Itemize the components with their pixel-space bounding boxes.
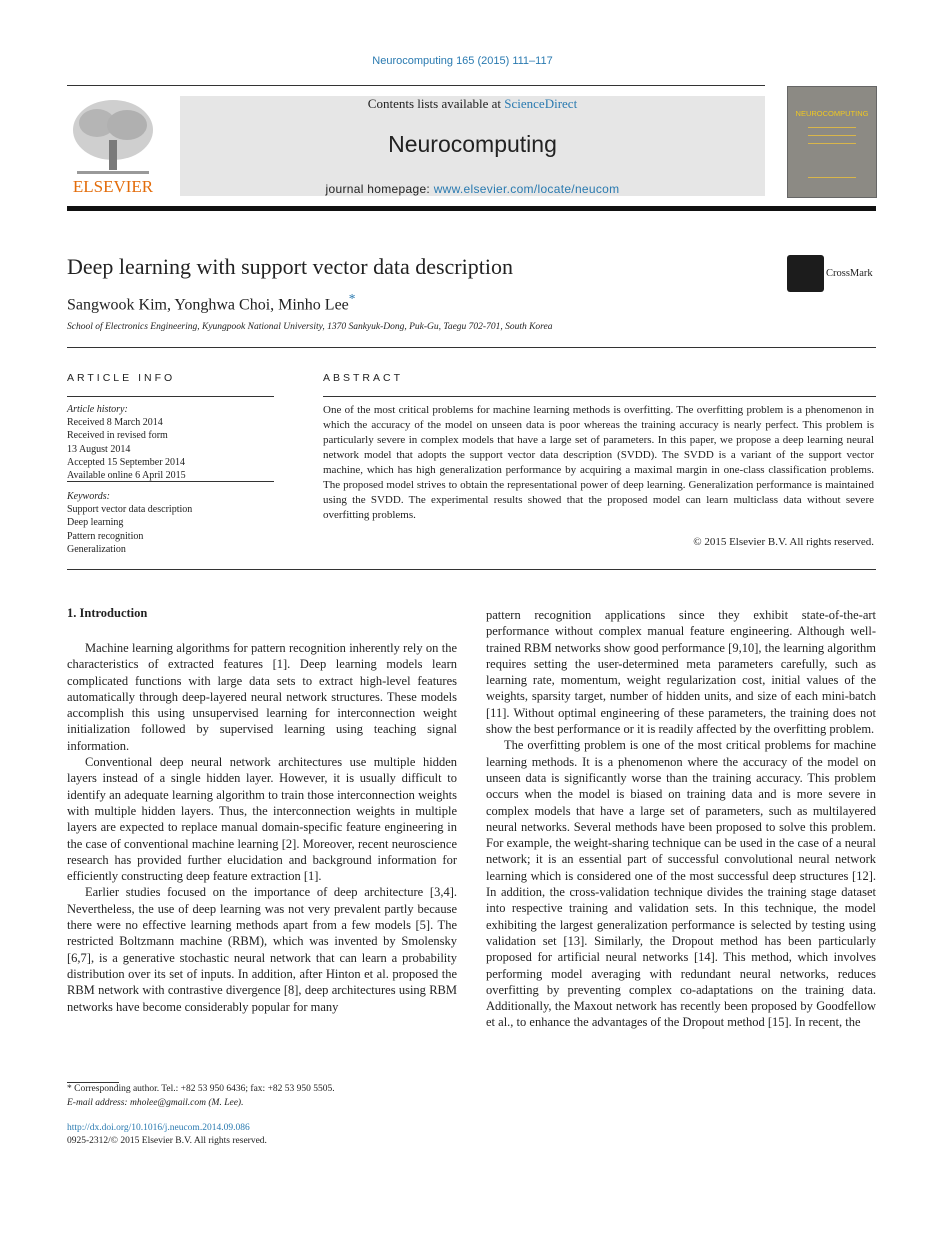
header-divider [67,206,876,211]
cover-line [808,177,856,178]
copyright: © 2015 Elsevier B.V. All rights reserved. [693,536,874,548]
article-info-heading: ARTICLE INFO [67,372,176,384]
abstract-heading: ABSTRACT [323,372,404,384]
history-item: 13 August 2014 [67,443,131,455]
paragraph: Conventional deep neural network architectures use multiple hidden layers instead of a single hidden layer. However, it is usually difficult to identify an adequate learning algorithm to train those interconnection weights with multiple hidden layers. Thus, the interconnection weights in multiple layers are expected to replace manual domain-specific feature engineering in the case of conventional machine learning [2]. Moreover, recent neuroscience research has provided further elucidation and background information for efficiently constructing deep feature extraction [1]. [67,755,457,884]
paragraph: pattern recognition applications since they exhibit state-of-the-art performance without complex manual feature engineering. Although well-trained RBM networks show good performance [9,10], the learning algorithm requires setting the user-determined meta parameters carefully, such as learning rate, momentum, weight regularization cost, initial values of the weights, sparsity target, number of hidden units, and size of each mini-batch [11]. Without optimal engineering of these parameters, the training does not show the best performance or it is readily affected by the overfitting problem. [486,608,876,737]
sciencedirect-link[interactable]: ScienceDirect [504,96,578,111]
history-label: Article history: [67,404,128,415]
authors-text: Sangwook Kim, Yonghwa Choi, Minho Lee [67,296,349,314]
history-item: Received in revised form [67,430,168,442]
contents-prefix: Contents lists available at [367,96,505,111]
footnote-divider [67,1082,119,1083]
cover-line [808,127,856,128]
paper-title: Deep learning with support vector data description [67,254,513,279]
history-item: Available online 6 April 2015 [67,470,186,482]
paragraph: Machine learning algorithms for pattern recognition inherently rely on the characteristics of extracted features [1]. Deep learning models learn complicated functions with large data sets to extract high-level features automatically through deep-layered neural network structures. These models accomplish this using unsupervised learning for interconnection weight initialization followed by supervised learning using teaching signal information. [67,641,457,753]
elsevier-logo [67,95,159,195]
keywords [67,490,274,556]
journal-reference[interactable]: Neurocomputing 165 (2015) 111–117 [372,55,553,67]
paragraph: The overfitting problem is one of the most critical problems for machine learning methods. It is a phenomenon where the accuracy of the model on unseen data is significantly worse than the training accuracy. This problem occurs when the model is biased on training data and is more severe in complex models that have a large set of parameters, such as multilayered neural networks. Several methods have been proposed to solve this problem. For example, the weight-sharing technique can be used in the case of a neural network; it is an essential part of successful convolutional neural network learning which is considered one of the most successful deep structures [12]. In addition, the cross-validation technique divides the training stage dataset into respective training and validation sets. In this technique, the model exhibiting the largest generalization performance is selected by testing using validation set [13]. Similarly, the Dropout method has been particularly proposed for artificial neural networks [14]. This method, which involves performing model averaging with redundant neural networks, reduces overfitting by preventing complex co-adaptations on the training data. Additionally, the Maxout network has recently been proposed by Goodfellow et al., to enhance the advantages of the Dropout method [15]. In recent, the [486,738,876,1030]
divider [67,396,274,397]
article-history [67,403,274,482]
journal-homepage [180,182,765,196]
author-list [67,291,355,314]
doi-link[interactable]: http://dx.doi.org/10.1016/j.neucom.2014.09.086 [67,1123,250,1133]
keyword-item: Deep learning [67,517,124,529]
cover-line [808,143,856,144]
keyword-item: Pattern recognition [67,530,144,542]
journal-cover-image [787,86,877,198]
homepage-prefix: journal homepage: [325,182,434,196]
divider [67,569,876,570]
journal-name: Neurocomputing [388,131,557,157]
crossmark-label[interactable]: CrossMark [826,268,873,279]
cover-line [808,135,856,136]
issn-copyright: 0925-2312/© 2015 Elsevier B.V. All rights reserved. [67,1136,267,1146]
keywords-label: Keywords: [67,491,110,502]
history-item: Accepted 15 September 2014 [67,456,186,468]
section-heading: 1. Introduction [67,606,148,620]
body-column-right [486,607,876,1031]
abstract-text: One of the most critical problems for machine learning methods is overfitting. The overfitting problem is a phenomenon in which the accuracy of the model on unseen data is poor whereas the training accuracy is nearly perfect. This problem is particularly severe in complex models that have a large set of parameters. In this paper, we propose a deep learning neural network model that adopts the support vector data description (SVDD). The SVDD is a variant of the support vector machine, which has high generalization performance by acquiring a maximal margin in one-class classification problems. The proposed model strives to obtain the representational power of deep learning. Generalization performance is maintained using the SVDD. The experimental results showed that the proposed model can learn multiclass data without severe overfitting problems. [323,404,874,521]
divider [67,481,274,482]
divider [67,347,876,348]
body-column-left [67,640,457,1015]
corresponding-author-mark[interactable]: * [348,291,356,306]
email-note[interactable]: E-mail address: mholee@gmail.com (M. Lee). [67,1098,244,1108]
keyword-item: Support vector data description [67,504,193,516]
affiliation: School of Electronics Engineering, Kyungpook National University, 1370 Sankyuk-Dong, Puk-Gu, Taegu 702-701, South Korea [67,322,553,332]
corresponding-author-note: * Corresponding author. Tel.: +82 53 950 6436; fax: +82 53 950 5505. [67,1084,335,1094]
divider [323,396,876,397]
svg-text:ELSEVIER: ELSEVIER [72,177,154,195]
contents-line [180,96,765,112]
cover-title: NEUROCOMPUTING [795,109,869,118]
crossmark-icon[interactable] [787,255,824,292]
homepage-link[interactable]: www.elsevier.com/locate/neucom [433,182,620,196]
journal-banner [180,96,765,196]
paragraph: Earlier studies focused on the importance of deep architecture [3,4]. Nevertheless, the use of deep learning was not very prevalent partly because there were no effective learning methods apart from a few models [5]. The restricted Boltzmann machine (RBM), which was invented by Smolensky [6,7], is a generative stochastic neural network that can learn a probability distribution over its set of inputs. In addition, after Hinton et al. proposed the RBM network with contrastive divergence [8], deep architectures using RBM networks have become considerably popular for many [67,885,457,1014]
keyword-item: Generalization [67,543,126,555]
divider [67,85,765,86]
history-item: Received 8 March 2014 [67,417,163,429]
